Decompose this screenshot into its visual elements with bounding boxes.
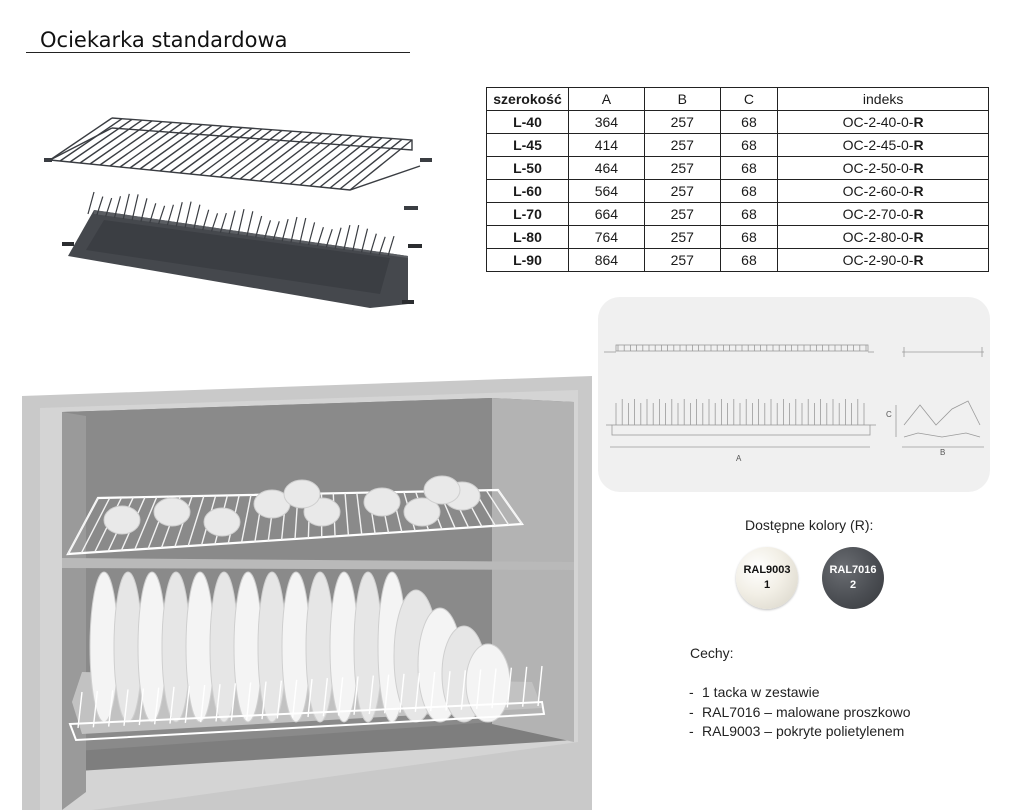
cell-size: L-70 xyxy=(487,203,569,226)
table-row xyxy=(487,111,989,134)
header-width: szerokość xyxy=(487,88,569,111)
features-list xyxy=(689,683,911,742)
cell-a: 764 xyxy=(569,226,645,249)
colors-title: Dostępne kolory (R): xyxy=(745,517,874,533)
dimension-drawing-panel xyxy=(598,297,990,492)
cell-index: OC-2-50-0-R xyxy=(778,157,989,180)
header-b: B xyxy=(644,88,720,111)
dimension-b-label: B xyxy=(940,448,946,457)
cell-b: 257 xyxy=(644,111,720,134)
header-index: indeks xyxy=(778,88,989,111)
upper-rack xyxy=(44,118,432,208)
cell-size: L-60 xyxy=(487,180,569,203)
dimension-drawing xyxy=(598,297,990,492)
header-a: A xyxy=(569,88,645,111)
lower-rack-tray xyxy=(62,192,422,308)
title-underline xyxy=(26,52,410,53)
cell-size: L-50 xyxy=(487,157,569,180)
cell-c: 68 xyxy=(720,180,778,203)
cell-b: 257 xyxy=(644,134,720,157)
table-row xyxy=(487,249,989,272)
list-item: - 1 tacka w zestawie xyxy=(689,684,820,700)
header-c: C xyxy=(720,88,778,111)
table-row xyxy=(487,226,989,249)
cell-a: 464 xyxy=(569,157,645,180)
cell-index: OC-2-60-0-R xyxy=(778,180,989,203)
cell-size: L-40 xyxy=(487,111,569,134)
cell-a: 564 xyxy=(569,180,645,203)
page-title: Ociekarka standardowa xyxy=(40,28,288,52)
table-row xyxy=(487,157,989,180)
cell-a: 414 xyxy=(569,134,645,157)
cell-c: 68 xyxy=(720,249,778,272)
swatch-number: 2 xyxy=(849,579,857,591)
cabinet-render-image xyxy=(22,372,594,810)
table-row xyxy=(487,180,989,203)
table-row xyxy=(487,134,989,157)
color-swatch-ral9003 xyxy=(736,547,798,609)
swatch-code: RAL9003 xyxy=(743,564,791,576)
cell-a: 864 xyxy=(569,249,645,272)
cell-b: 257 xyxy=(644,203,720,226)
list-item: - RAL7016 – malowane proszkowo xyxy=(689,703,911,720)
list-item: - RAL9003 – pokryte polietylenem xyxy=(689,723,905,739)
cell-c: 68 xyxy=(720,157,778,180)
cell-size: L-80 xyxy=(487,226,569,249)
cell-index: OC-2-80-0-R xyxy=(778,226,989,249)
cell-a: 364 xyxy=(569,111,645,134)
cell-b: 257 xyxy=(644,249,720,272)
cell-size: L-90 xyxy=(487,249,569,272)
cell-c: 68 xyxy=(720,134,778,157)
table-row xyxy=(487,203,989,226)
cell-index: OC-2-45-0-R xyxy=(778,134,989,157)
dimension-c-label: C xyxy=(886,410,892,419)
swatch-number: 1 xyxy=(763,579,771,591)
features-title: Cechy: xyxy=(690,645,734,661)
specification-table xyxy=(486,87,989,272)
cell-index: OC-2-40-0-R xyxy=(778,111,989,134)
cell-index: OC-2-90-0-R xyxy=(778,249,989,272)
cell-b: 257 xyxy=(644,180,720,203)
cell-c: 68 xyxy=(720,111,778,134)
dimension-a-label: A xyxy=(736,454,742,463)
cell-b: 257 xyxy=(644,226,720,249)
swatch-code: RAL7016 xyxy=(829,564,877,576)
color-swatch-ral7016 xyxy=(822,547,884,609)
cell-size: L-45 xyxy=(487,134,569,157)
cell-c: 68 xyxy=(720,203,778,226)
dish-rack-product-image xyxy=(40,108,450,318)
cell-c: 68 xyxy=(720,226,778,249)
cell-index: OC-2-70-0-R xyxy=(778,203,989,226)
cell-b: 257 xyxy=(644,157,720,180)
table-header-row xyxy=(487,88,989,111)
cell-a: 664 xyxy=(569,203,645,226)
